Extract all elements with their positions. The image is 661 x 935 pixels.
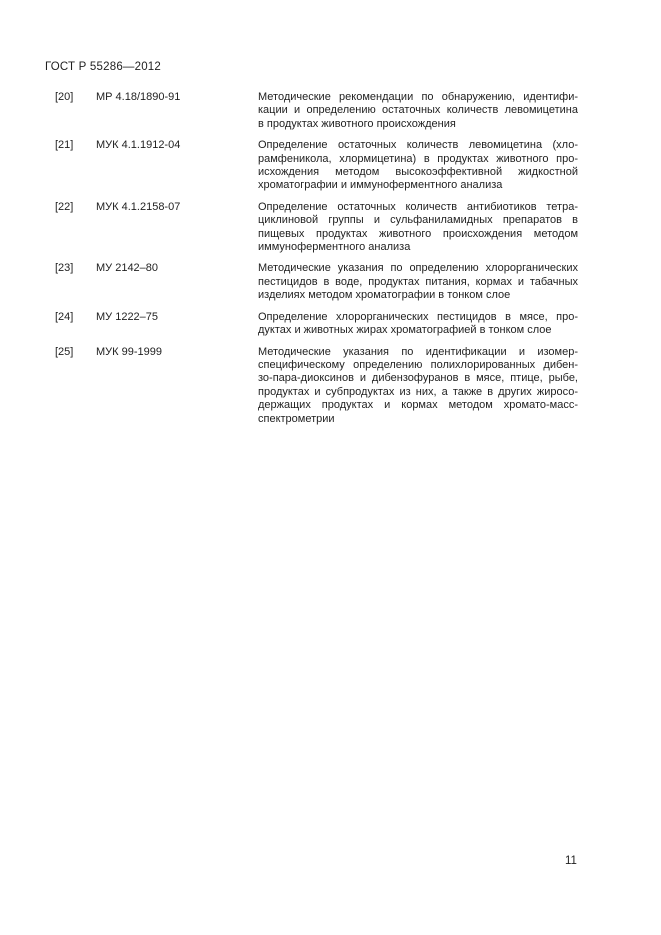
reference-description xyxy=(258,139,578,193)
reference-description-line: в продуктах животного происхождения xyxy=(258,117,456,130)
reference-description-line: продуктах и субпродуктах из них, а также в других жиросо- xyxy=(258,385,578,398)
reference-number: [23] xyxy=(55,262,74,275)
reference-description xyxy=(258,311,578,338)
reference-number: [22] xyxy=(55,200,74,213)
reference-description xyxy=(258,201,578,255)
reference-row xyxy=(55,139,578,193)
reference-description-line: рамфеникола, хлормицетина) в продуктах животного про- xyxy=(258,152,578,165)
reference-number: [25] xyxy=(55,345,74,358)
reference-description-line: Определение остаточных количеств антибиотиков тетра- xyxy=(258,200,578,213)
reference-description-line: спектрометрии xyxy=(258,412,335,425)
reference-description xyxy=(258,346,578,426)
page-number: 11 xyxy=(565,855,577,867)
reference-description xyxy=(258,262,578,302)
reference-description-line: зо-пара-диоксинов и дибензофуранов в мясе, птице, рыбе, xyxy=(258,372,578,385)
reference-row xyxy=(55,311,578,338)
reference-description-line: циклиновой группы и сульфаниламидных препаратов в xyxy=(258,214,578,227)
reference-description-line: Методические указания по определению хлорорганических xyxy=(258,262,578,275)
reference-code: МУ 1222–75 xyxy=(96,310,159,323)
document-header: ГОСТ Р 55286—2012 xyxy=(45,61,161,73)
reference-description-line: держащих продуктах и кормах методом хромато-масс- xyxy=(258,399,578,412)
reference-description-line: Методические указания по идентификации и изомер- xyxy=(258,345,578,358)
reference-description-line: хроматографии и иммуноферментного анализа xyxy=(258,179,503,192)
reference-row xyxy=(55,91,578,131)
reference-code: МУК 4.1.2158-07 xyxy=(96,200,181,213)
reference-code: МУК 4.1.1912-04 xyxy=(96,139,181,152)
reference-row xyxy=(55,346,578,426)
reference-number: [21] xyxy=(55,139,74,152)
reference-description-line: пищевых продуктах животного происхождения методом xyxy=(258,227,578,240)
reference-description xyxy=(258,91,578,131)
reference-description-line: иммуноферментного анализа xyxy=(258,241,411,254)
reference-code: МР 4.18/1890-91 xyxy=(96,91,181,103)
references-list xyxy=(55,91,578,434)
reference-description-line: пестицидов в воде, продуктах питания, кормах и табачных xyxy=(258,275,578,288)
reference-description-line: дуктах и животных жирах хроматографией в тонком слое xyxy=(258,324,552,337)
reference-number: [24] xyxy=(55,310,74,323)
reference-description-line: специфическому определению полихлорированных дибен- xyxy=(258,358,578,371)
reference-row xyxy=(55,262,578,302)
reference-description-line: Определение хлорорганических пестицидов в мясе, про- xyxy=(258,310,578,323)
reference-code: МУК 99-1999 xyxy=(96,345,162,358)
reference-description-line: Определение остаточных количеств левомицетина (хло- xyxy=(258,139,578,152)
reference-code: МУ 2142–80 xyxy=(96,262,159,275)
reference-number: [20] xyxy=(55,91,74,103)
reference-row xyxy=(55,201,578,255)
reference-description-line: изделиях методом хроматографии в тонком слое xyxy=(258,289,511,302)
reference-description-line: кации и определению остаточных количеств левомицетина xyxy=(258,104,578,117)
reference-description-line: Методические рекомендации по обнаружению, идентифи- xyxy=(258,91,578,103)
reference-description-line: исхождения методом высокоэффективной жидкостной xyxy=(258,166,578,179)
